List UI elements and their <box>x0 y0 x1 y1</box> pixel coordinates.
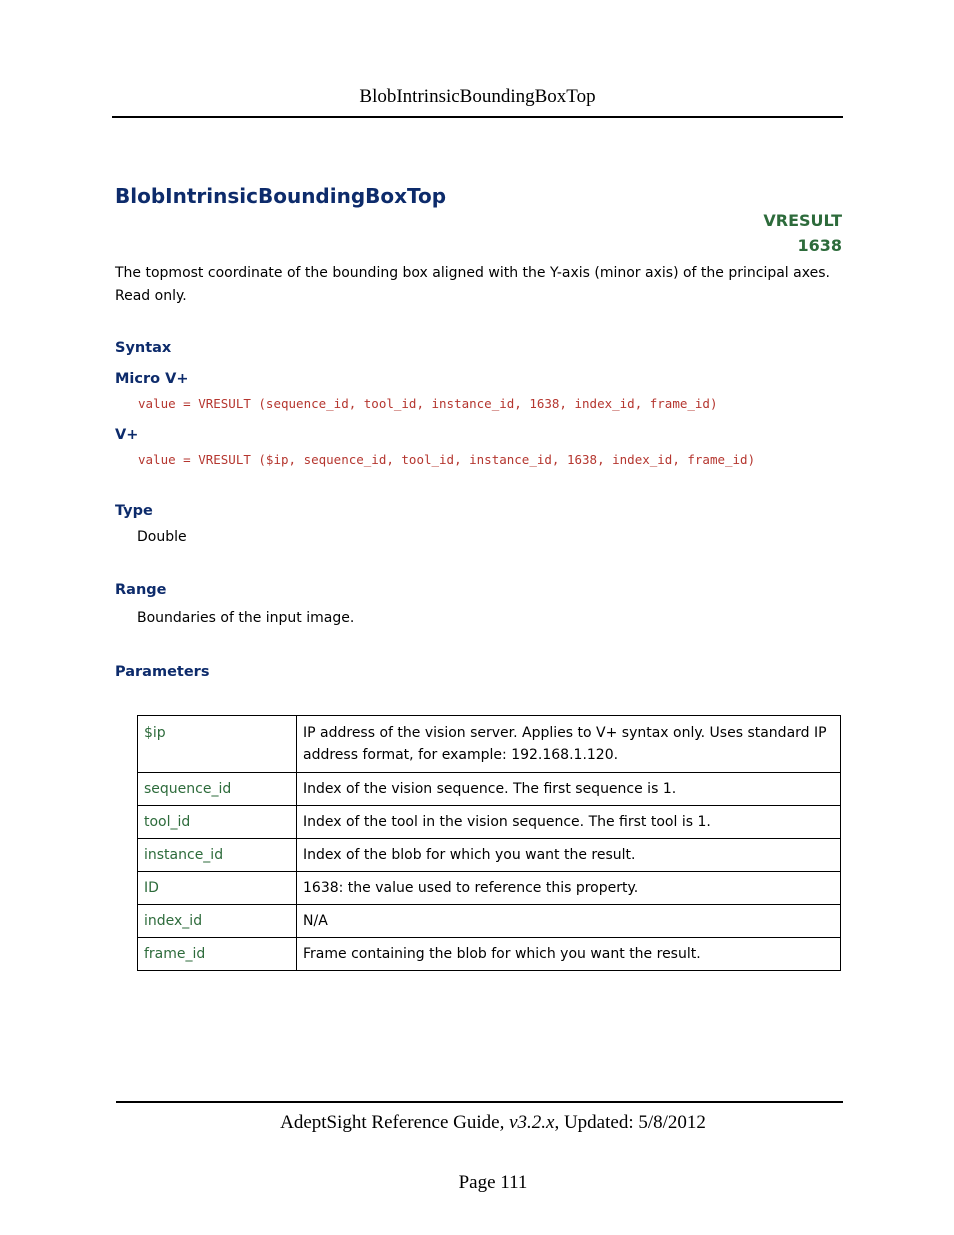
param-name: $ip <box>138 716 297 773</box>
vresult-code: 1638 <box>797 236 842 255</box>
microv-code: value = VRESULT (sequence_id, tool_id, instance_id, 1638, index_id, frame_id) <box>138 396 718 411</box>
param-description: Index of the tool in the vision sequence. The first tool is 1. <box>297 806 841 839</box>
table-row <box>138 872 841 905</box>
page-number: Page 111 <box>458 1172 528 1193</box>
vplus-code: value = VRESULT ($ip, sequence_id, tool_id, instance_id, 1638, index_id, frame_id) <box>138 452 756 467</box>
running-header-title: BlobIntrinsicBoundingBoxTop <box>359 86 596 107</box>
table-row <box>138 839 841 872</box>
param-description: N/A <box>297 905 841 938</box>
footer-updated: , Updated: 5/8/2012 <box>554 1112 706 1133</box>
type-heading: Type <box>115 503 153 519</box>
footer-guide-line <box>116 1112 870 1134</box>
param-name: sequence_id <box>138 773 297 806</box>
param-name: instance_id <box>138 839 297 872</box>
parameters-heading: Parameters <box>115 664 210 680</box>
range-heading: Range <box>115 582 167 598</box>
footer-rule <box>116 1101 843 1103</box>
table-row <box>138 773 841 806</box>
page-title: BlobIntrinsicBoundingBoxTop <box>115 184 447 208</box>
table-row <box>138 938 841 971</box>
vresult-block <box>763 208 842 258</box>
table-row <box>138 905 841 938</box>
table-row <box>138 806 841 839</box>
param-description: 1638: the value used to reference this property. <box>297 872 841 905</box>
param-name: frame_id <box>138 938 297 971</box>
param-name: index_id <box>138 905 297 938</box>
footer-guide-name: AdeptSight Reference Guide <box>280 1112 500 1133</box>
header-rule <box>112 116 843 118</box>
type-value: Double <box>137 529 187 545</box>
footer-version: , v3.2.x <box>499 1112 555 1133</box>
param-name: tool_id <box>138 806 297 839</box>
syntax-heading: Syntax <box>115 340 172 356</box>
param-description: Index of the blob for which you want the result. <box>297 839 841 872</box>
parameters-table <box>137 715 841 971</box>
vresult-label: VRESULT <box>763 211 842 230</box>
table-row <box>138 716 841 773</box>
param-name: ID <box>138 872 297 905</box>
param-description: Frame containing the blob for which you want the result. <box>297 938 841 971</box>
param-description: Index of the vision sequence. The first sequence is 1. <box>297 773 841 806</box>
microv-heading: Micro V+ <box>115 371 189 387</box>
description: The topmost coordinate of the bounding box aligned with the Y-axis (minor axis) of the principal axes. Read only. <box>115 265 830 304</box>
range-value: Boundaries of the input image. <box>137 610 355 626</box>
vplus-heading: V+ <box>115 427 139 443</box>
param-description: IP address of the vision server. Applies to V+ syntax only. Uses standard IP address format, for example: 192.168.1.120. <box>297 716 841 773</box>
